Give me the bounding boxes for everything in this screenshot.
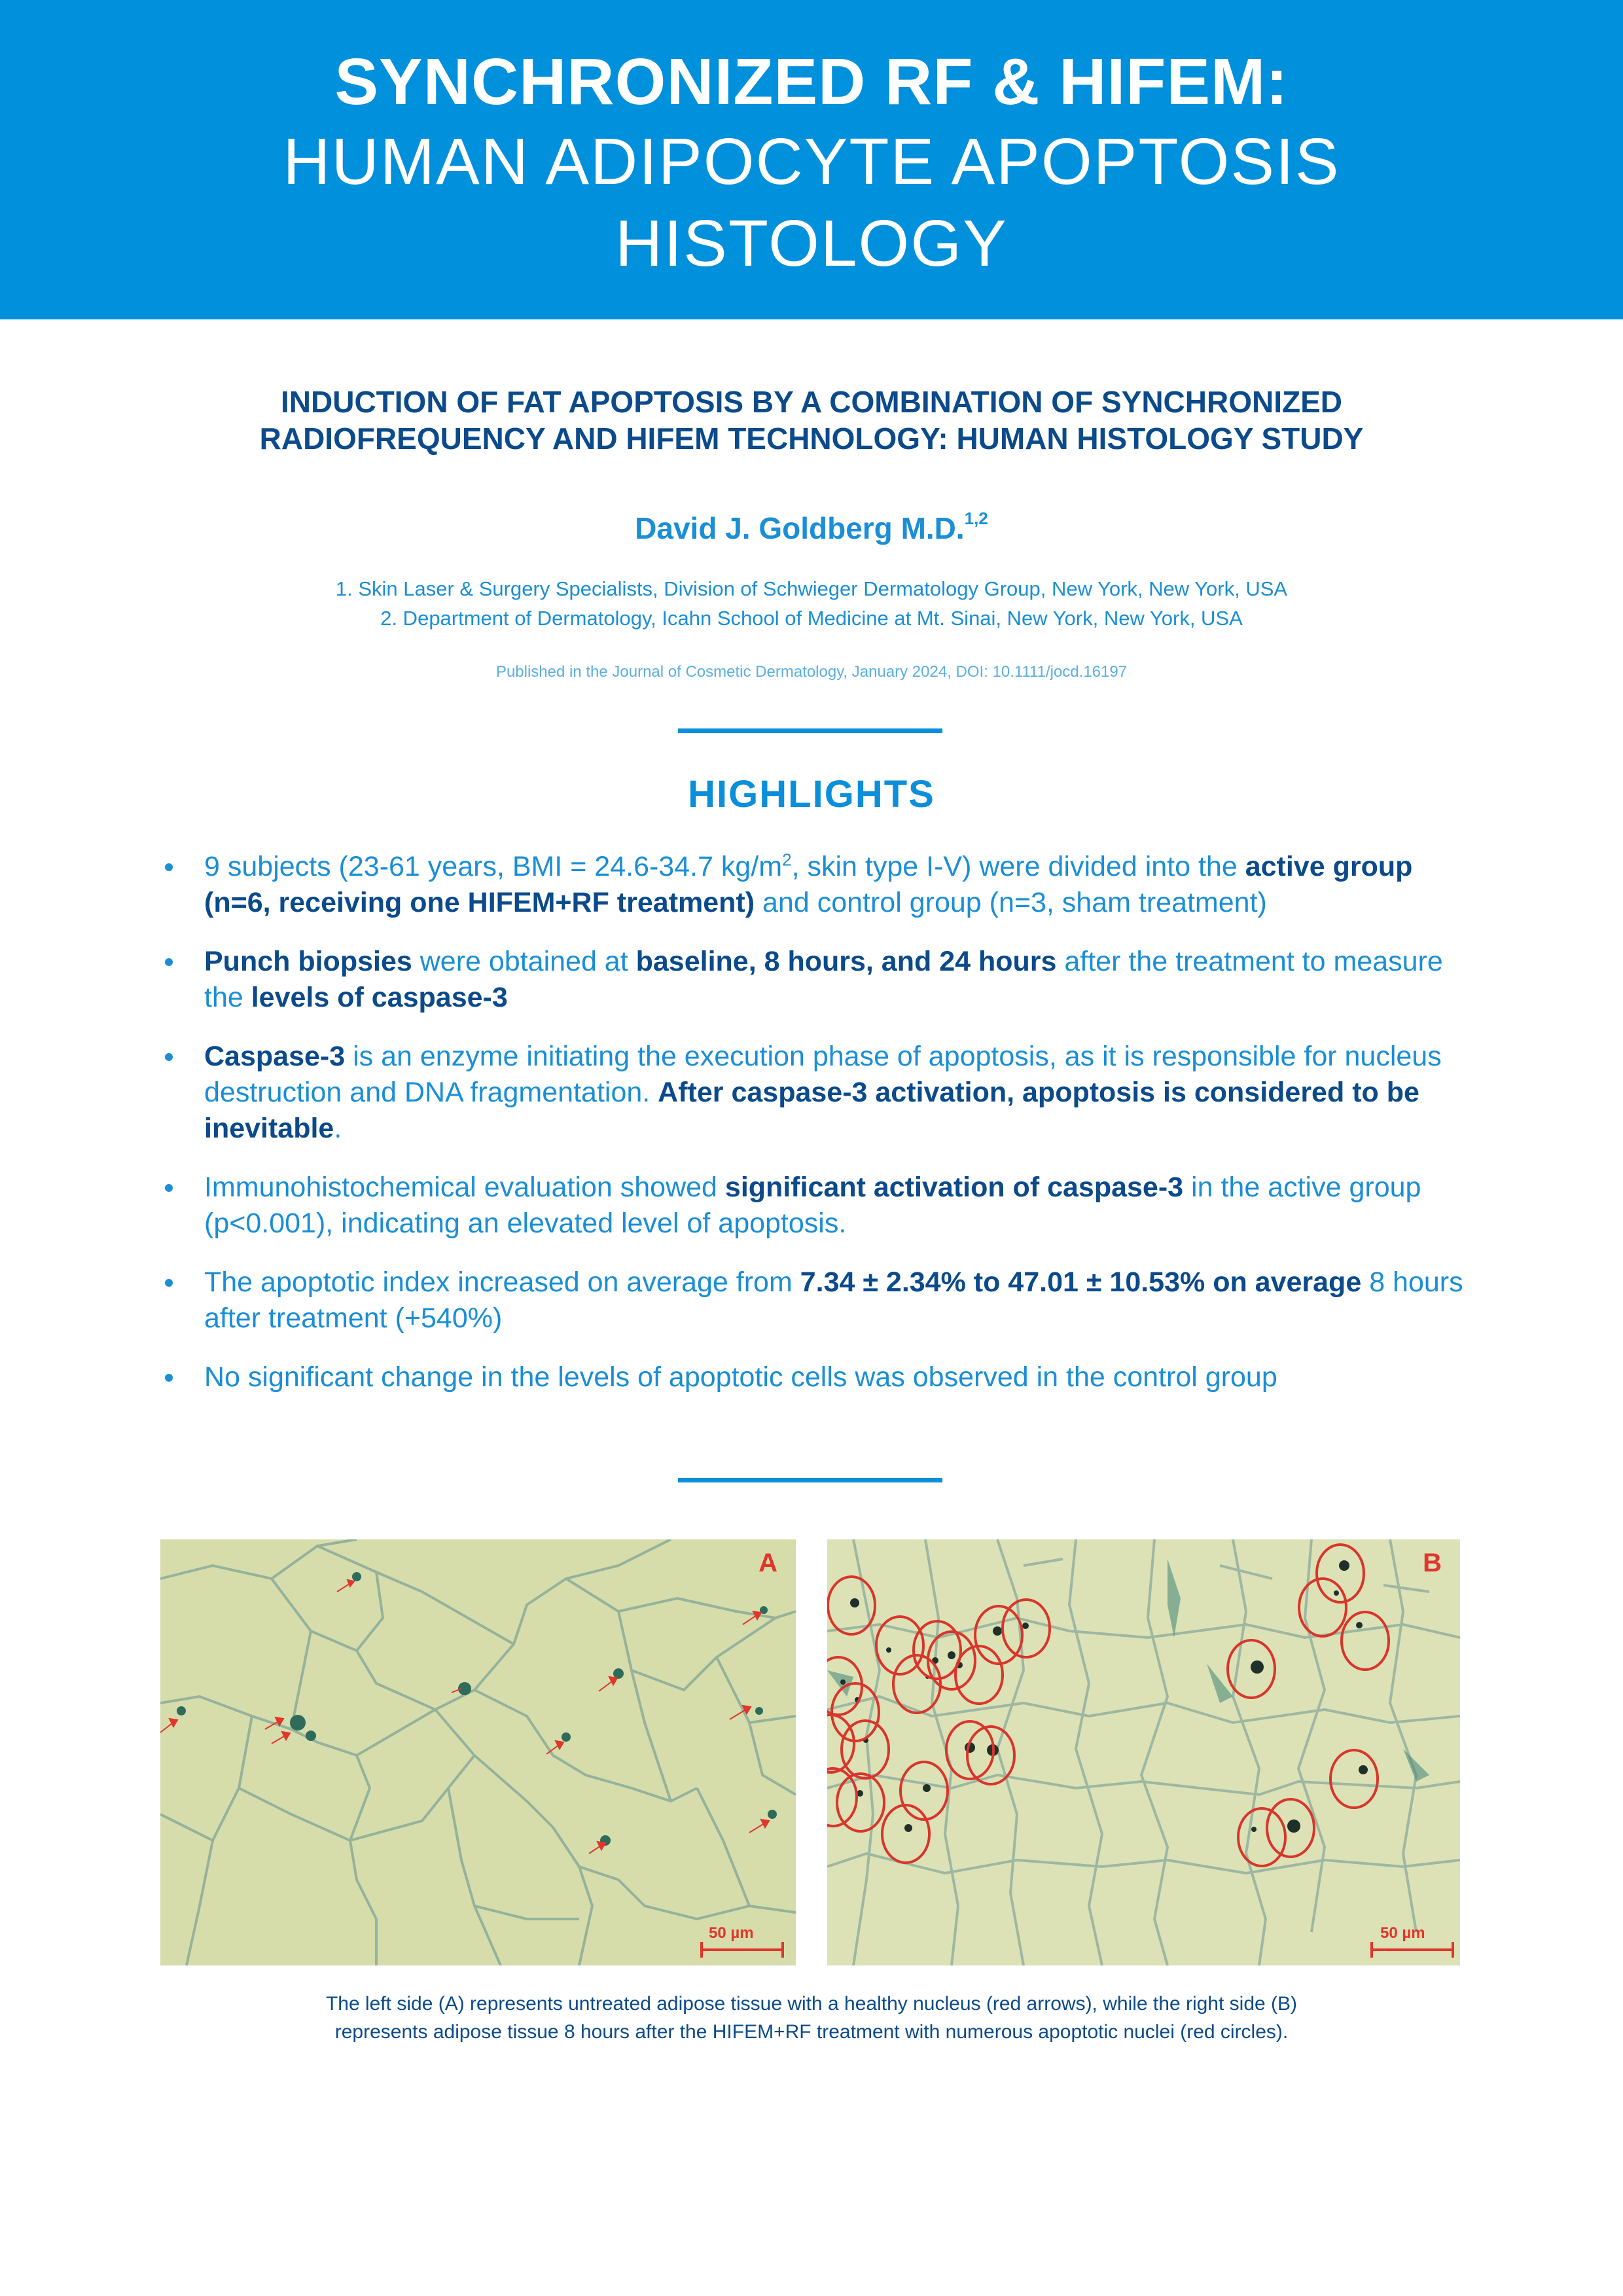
highlight-emphasis: significant activation of caspase-3 <box>724 1172 1184 1203</box>
highlight-item <box>162 1265 1465 1336</box>
bullet-dot-icon <box>165 1279 173 1287</box>
highlight-text: 2 <box>782 850 792 870</box>
highlight-text: and control group (n=3, sham treatment) <box>755 887 1267 918</box>
highlight-emphasis: baseline, 8 hours, and 24 hours <box>635 946 1057 977</box>
bullet-dot-icon <box>165 1184 173 1192</box>
author-affiliation-marks: 1,2 <box>964 509 988 528</box>
highlight-item <box>162 1039 1465 1147</box>
highlight-text: No significant change in the levels of apoptotic cells was observed in the control group <box>204 1361 1277 1393</box>
bullet-dot-icon <box>165 1374 173 1382</box>
affiliation-2: 2. Department of Dermatology, Icahn School of Medicine at Mt. Sinai, New York, New York, USA <box>380 607 1243 630</box>
highlight-text: The apoptotic index increased on average from <box>204 1266 800 1298</box>
highlights-heading: HIGHLIGHTS <box>688 773 935 816</box>
scale-bar-a <box>700 1948 784 1951</box>
paper-title-line-1: INDUCTION OF FAT APOPTOSIS BY A COMBINATION OF SYNCHRONIZED <box>281 385 1342 419</box>
publication-note: Published in the Journal of Cosmetic Dermatology, January 2024, DOI: 10.1111/jocd.16197 <box>495 663 1128 681</box>
banner-title-line-2: HUMAN ADIPOCYTE APOPTOSIS <box>283 125 1340 198</box>
highlight-emphasis: Punch biopsies <box>204 946 412 977</box>
panel-label-a: A <box>758 1549 777 1577</box>
paper-title <box>0 384 1623 457</box>
figure-caption <box>0 1990 1623 2046</box>
adipose-tissue-illustration-b <box>827 1539 1460 1965</box>
histology-image-b <box>827 1539 1460 1965</box>
scale-label-a: 50 µm <box>709 1924 754 1942</box>
section-divider-top <box>678 728 942 733</box>
highlight-emphasis: After caspase-3 activation, apoptosis is considered to be inevitable <box>204 1077 1419 1144</box>
highlight-item <box>162 944 1465 1016</box>
bullet-dot-icon <box>165 958 173 966</box>
panel-label-b: B <box>1423 1549 1442 1577</box>
highlight-text: . <box>334 1113 342 1144</box>
highlight-text: Immunohistochemical evaluation showed <box>204 1172 725 1203</box>
highlight-item <box>162 1170 1465 1242</box>
highlight-emphasis: 7.34 ± 2.34% to 47.01 ± 10.53% on average <box>800 1266 1362 1298</box>
highlight-text: in the active group (p<0.001), indicating an elevated level of apoptosis. <box>204 1172 1421 1239</box>
histology-image-a <box>160 1539 796 1965</box>
highlight-item <box>162 849 1465 921</box>
author-name <box>0 511 1623 546</box>
adipose-tissue-illustration-a <box>160 1539 796 1965</box>
section-divider-bottom <box>678 1478 942 1482</box>
highlight-text: 9 subjects (23-61 years, BMI = 24.6-34.7 kg/m <box>204 851 783 882</box>
highlight-text: after the treatment to measure the <box>204 946 1443 1013</box>
highlight-emphasis: levels of caspase-3 <box>251 982 508 1013</box>
highlight-text: , skin type I-V) were divided into the <box>791 851 1245 882</box>
banner-title-line-1: SYNCHRONIZED RF & HIFEM: <box>334 45 1289 118</box>
highlight-emphasis: Caspase-3 <box>204 1041 346 1072</box>
highlight-text: 8 hours after treatment (+540%) <box>204 1266 1463 1334</box>
caption-line-1: The left side (A) represents untreated adipose tissue with a healthy nucleus (red arrows), while the right side (B) <box>325 1993 1298 2015</box>
bullet-dot-icon <box>165 1053 173 1061</box>
scale-bar-b <box>1370 1948 1454 1951</box>
bullet-dot-icon <box>165 863 173 871</box>
highlight-text: were obtained at <box>412 946 636 977</box>
scale-label-b: 50 µm <box>1380 1924 1425 1942</box>
banner-title-line-3: HISTOLOGY <box>615 207 1008 280</box>
author-text: David J. Goldberg M.D. <box>635 511 965 545</box>
paper-title-line-2: RADIOFREQUENCY AND HIFEM TECHNOLOGY: HUMAN HISTOLOGY STUDY <box>259 422 1364 456</box>
title-banner <box>0 0 1623 319</box>
highlight-item <box>162 1359 1465 1395</box>
highlight-text: is an enzyme initiating the execution phase of apoptosis, as it is responsible for nucleus destruction and DNA fragmentation. <box>204 1041 1442 1108</box>
caption-line-2: represents adipose tissue 8 hours after the HIFEM+RF treatment with numerous apoptotic nuclei (red circles). <box>334 2021 1289 2043</box>
highlight-emphasis: active group (n=6, receiving one HIFEM+RF treatment) <box>204 851 1413 918</box>
highlights-list <box>162 849 1465 1418</box>
affiliation-1: 1. Skin Laser & Surgery Specialists, Division of Schwieger Dermatology Group, New York, New York, USA <box>335 577 1288 600</box>
